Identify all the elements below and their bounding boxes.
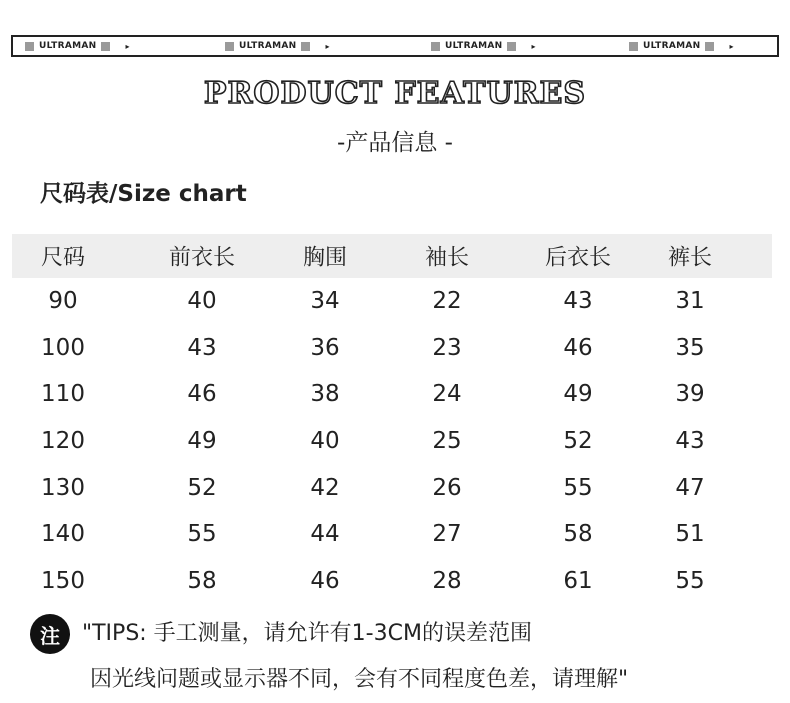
banner-brand: ULTRAMAN bbox=[643, 41, 701, 51]
cell-front-length: 49 bbox=[187, 428, 217, 455]
square-icon bbox=[431, 42, 440, 51]
cell-chest: 34 bbox=[310, 288, 340, 315]
cell-chest: 36 bbox=[310, 334, 340, 361]
table-row bbox=[12, 325, 772, 372]
cell-chest: 38 bbox=[310, 381, 340, 408]
table-row bbox=[12, 418, 772, 465]
arrow-icon: ▸ bbox=[729, 41, 734, 51]
table-row bbox=[12, 558, 772, 605]
cell-front-length: 58 bbox=[187, 567, 217, 594]
banner-item bbox=[25, 37, 129, 55]
cell-front-length: 43 bbox=[187, 334, 217, 361]
tips-line-color: 因光线问题或显示器不同，会有不同程度色差，请理解" bbox=[90, 667, 629, 692]
arrow-icon: ▸ bbox=[325, 41, 330, 51]
size-chart-table bbox=[12, 234, 772, 604]
square-icon bbox=[225, 42, 234, 51]
table-header-row bbox=[12, 234, 772, 278]
table-row bbox=[12, 464, 772, 511]
arrow-icon: ▸ bbox=[125, 41, 130, 51]
column-header-front-length: 前衣长 bbox=[168, 245, 236, 271]
table-row bbox=[12, 511, 772, 558]
square-icon bbox=[705, 42, 714, 51]
cell-chest: 44 bbox=[310, 521, 340, 548]
cell-pants-length: 47 bbox=[675, 474, 705, 501]
column-header-size: 尺码 bbox=[40, 245, 86, 271]
cell-chest: 46 bbox=[310, 567, 340, 594]
cell-sleeve: 26 bbox=[432, 474, 462, 501]
cell-front-length: 55 bbox=[187, 521, 217, 548]
product-features-heading: PRODUCT FEATURES bbox=[203, 76, 587, 111]
cell-size: 110 bbox=[41, 381, 85, 408]
size-chart-title: 尺码表/Size chart bbox=[40, 181, 247, 207]
square-icon bbox=[101, 42, 110, 51]
cell-size: 130 bbox=[41, 474, 85, 501]
column-header-pants-length: 裤长 bbox=[667, 245, 713, 271]
tips-line-measurement: "TIPS: 手工测量，请允许有1-3CM的误差范围 bbox=[82, 621, 532, 646]
cell-back-length: 61 bbox=[563, 567, 593, 594]
banner-item bbox=[629, 37, 733, 55]
table-row bbox=[12, 278, 772, 325]
column-header-sleeve: 袖长 bbox=[424, 245, 470, 271]
cell-back-length: 58 bbox=[563, 521, 593, 548]
square-icon bbox=[25, 42, 34, 51]
cell-back-length: 43 bbox=[563, 288, 593, 315]
brand-banner bbox=[11, 35, 779, 57]
banner-item bbox=[225, 37, 329, 55]
cell-chest: 42 bbox=[310, 474, 340, 501]
cell-pants-length: 55 bbox=[675, 567, 705, 594]
cell-sleeve: 23 bbox=[432, 334, 462, 361]
cell-size: 120 bbox=[41, 428, 85, 455]
column-header-chest: 胸围 bbox=[302, 245, 348, 271]
square-icon bbox=[301, 42, 310, 51]
square-icon bbox=[507, 42, 516, 51]
cell-front-length: 52 bbox=[187, 474, 217, 501]
cell-size: 100 bbox=[41, 334, 85, 361]
cell-size: 140 bbox=[41, 521, 85, 548]
cell-back-length: 46 bbox=[563, 334, 593, 361]
cell-chest: 40 bbox=[310, 428, 340, 455]
arrow-icon: ▸ bbox=[531, 41, 536, 51]
cell-sleeve: 22 bbox=[432, 288, 462, 315]
cell-pants-length: 43 bbox=[675, 428, 705, 455]
cell-pants-length: 51 bbox=[675, 521, 705, 548]
cell-pants-length: 39 bbox=[675, 381, 705, 408]
square-icon bbox=[629, 42, 638, 51]
column-header-back-length: 后衣长 bbox=[544, 245, 612, 271]
banner-brand: ULTRAMAN bbox=[445, 41, 503, 51]
cell-size: 90 bbox=[48, 288, 78, 315]
note-badge-icon: 注 bbox=[30, 614, 70, 654]
cell-pants-length: 31 bbox=[675, 288, 705, 315]
cell-front-length: 46 bbox=[187, 381, 217, 408]
cell-back-length: 55 bbox=[563, 474, 593, 501]
cell-pants-length: 35 bbox=[675, 334, 705, 361]
cell-sleeve: 25 bbox=[432, 428, 462, 455]
banner-brand: ULTRAMAN bbox=[39, 41, 97, 51]
table-row bbox=[12, 371, 772, 418]
cell-back-length: 52 bbox=[563, 428, 593, 455]
cell-back-length: 49 bbox=[563, 381, 593, 408]
banner-item bbox=[431, 37, 535, 55]
cell-front-length: 40 bbox=[187, 288, 217, 315]
cell-size: 150 bbox=[41, 567, 85, 594]
product-info-subtitle: -产品信息 - bbox=[337, 130, 453, 156]
cell-sleeve: 27 bbox=[432, 521, 462, 548]
banner-brand: ULTRAMAN bbox=[239, 41, 297, 51]
cell-sleeve: 28 bbox=[432, 567, 462, 594]
cell-sleeve: 24 bbox=[432, 381, 462, 408]
